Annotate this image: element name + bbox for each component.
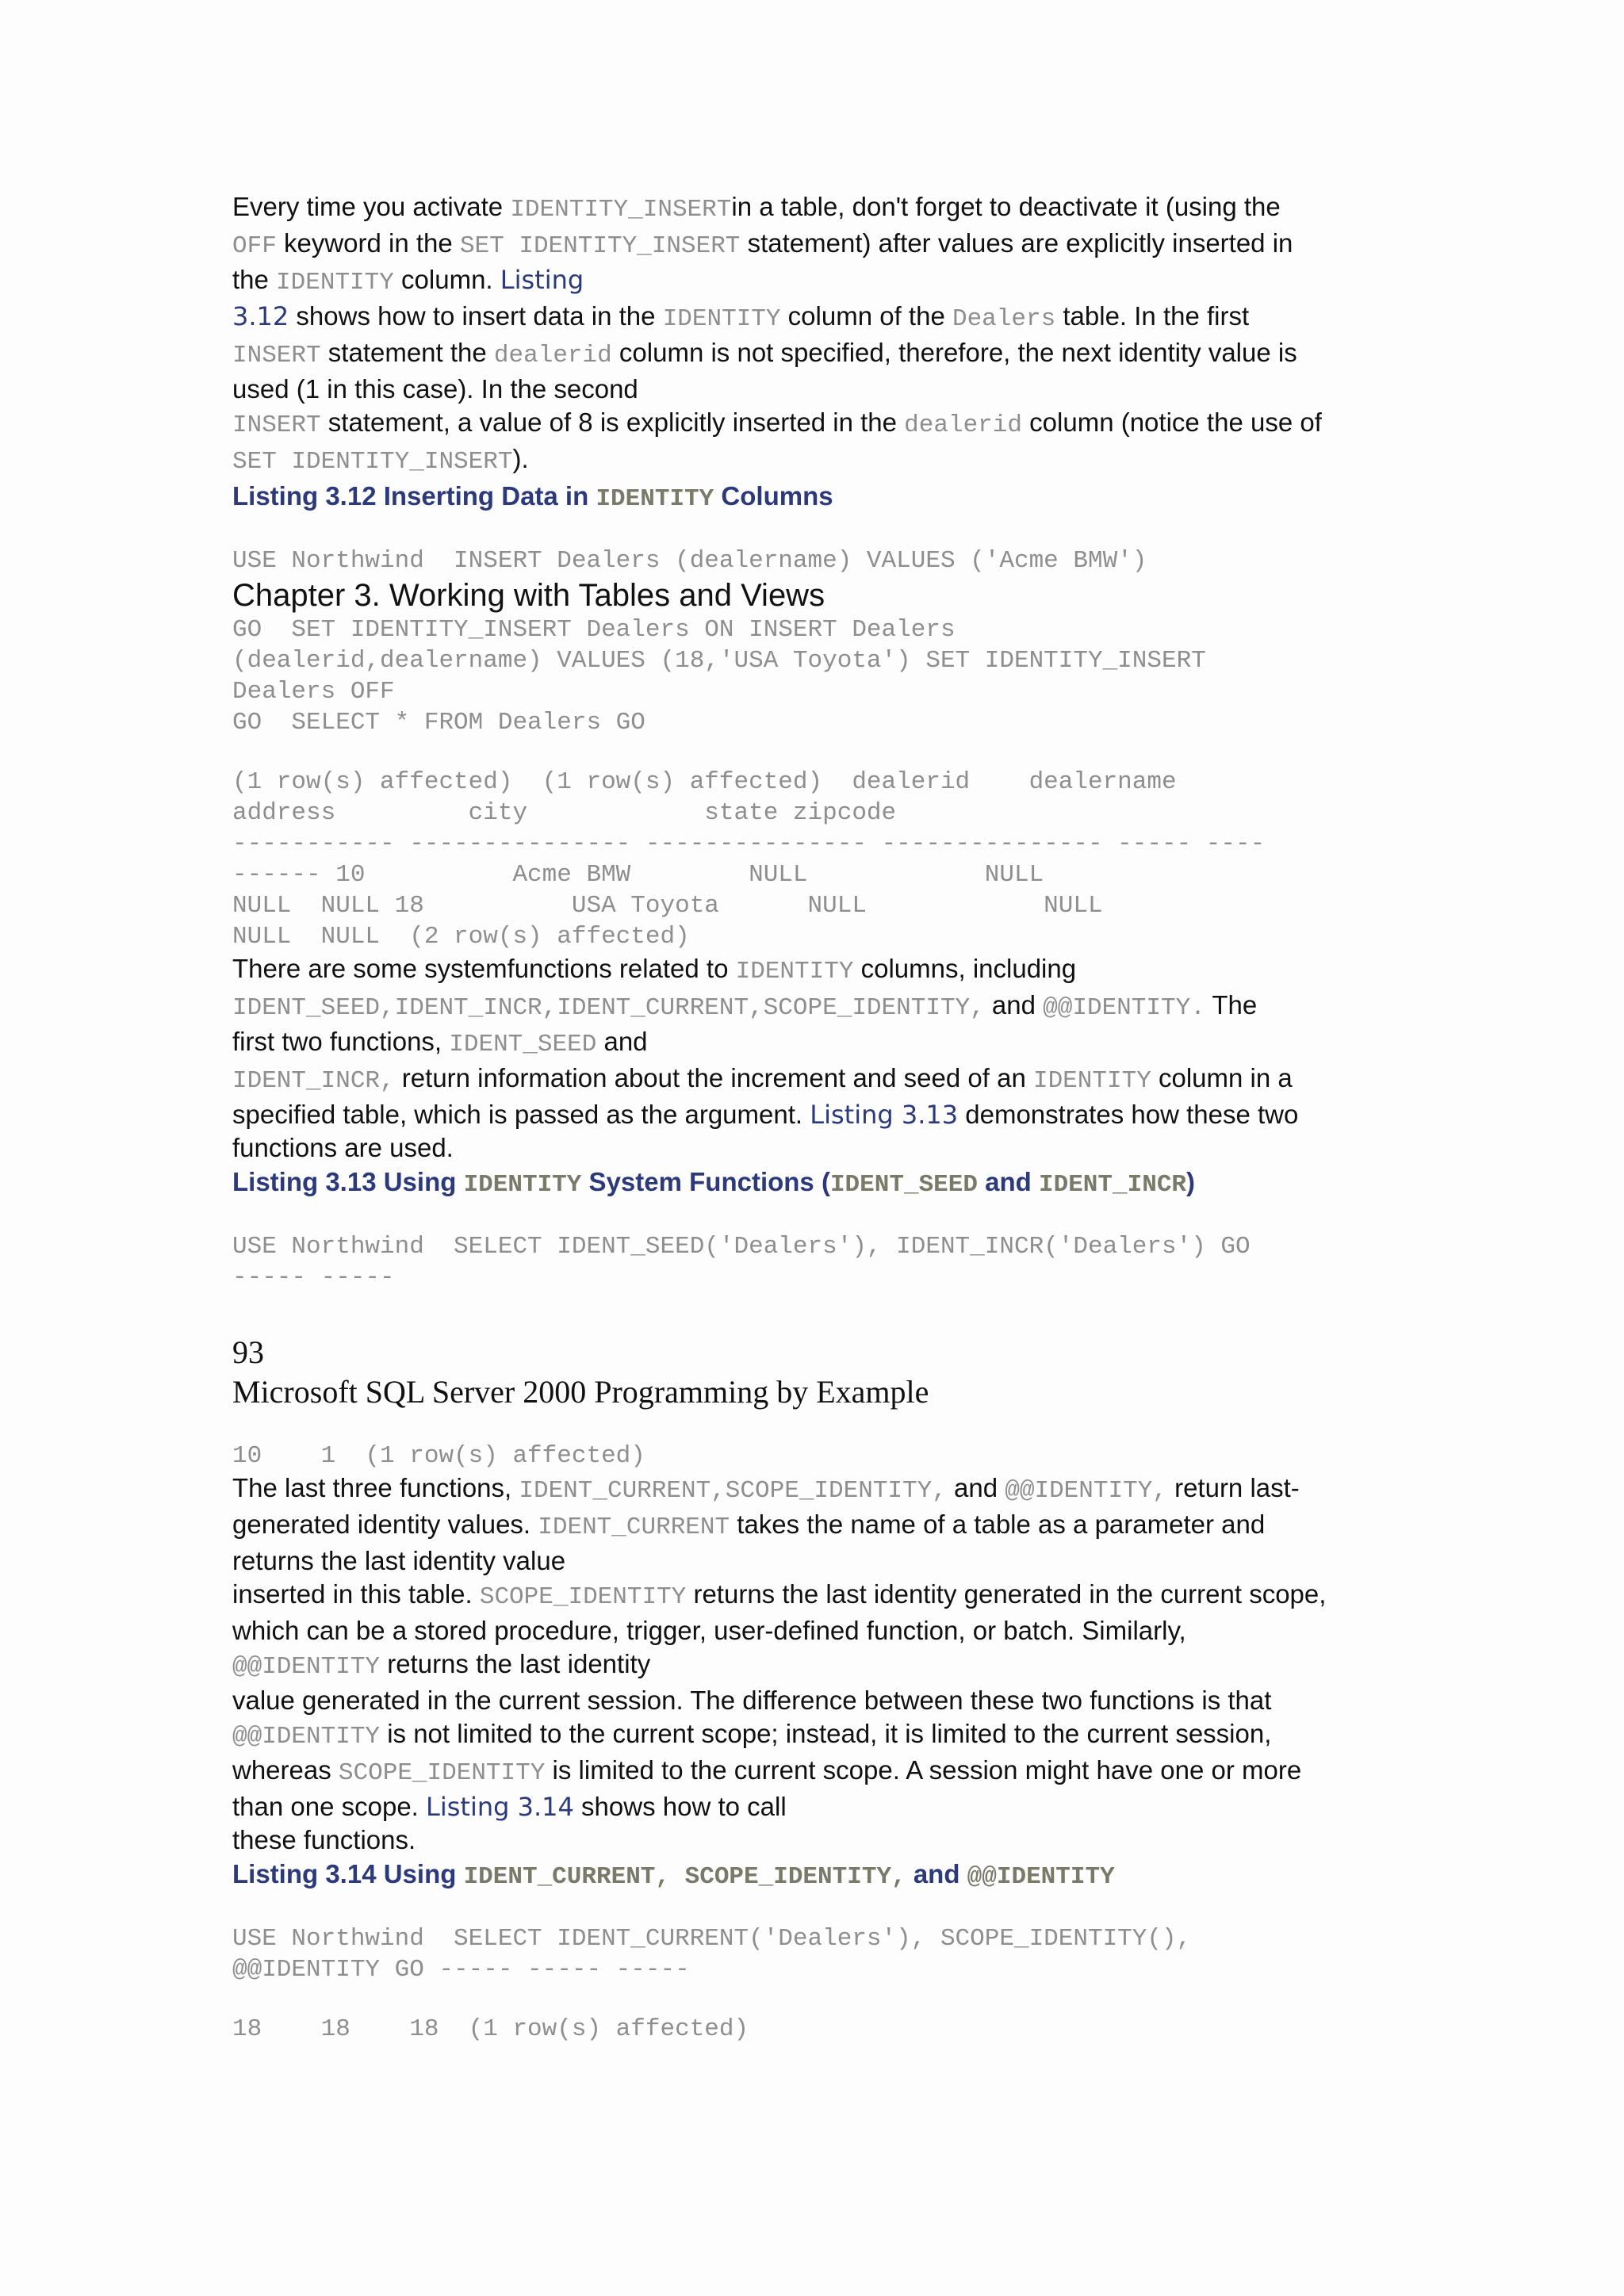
text: statement, a value of 8 is explicitly inserted in the [320,408,905,437]
text: Every time you activate [232,192,511,221]
inline-code: OFF [232,232,277,260]
text: the [232,265,277,294]
text: keyword in the [276,228,460,258]
text: table. In the first [1055,301,1250,331]
text: returns the last identity value [232,1546,566,1575]
intro-paragraph [232,190,1390,479]
text: which can be a stored procedure, trigger, user-defined function, or batch. Similarly, [232,1616,1186,1645]
inline-code: IDENT_CURRENT,SCOPE_IDENTITY, [519,1477,947,1505]
text: value generated in the current session. The difference between these two functions is that [232,1686,1272,1715]
text: The [1205,990,1258,1020]
document-page [232,190,1390,2045]
text: is not limited to the current scope; instead, it is limited to the current session, [380,1719,1272,1748]
inline-code: INSERT [232,342,321,369]
text: shows how to insert data in the [289,301,663,331]
caption-text: and [977,1167,1039,1196]
caption-text: Listing 3.14 Using [232,1859,464,1888]
text: first two functions, [232,1027,450,1056]
caption-text: ) [1186,1167,1196,1196]
caption-code: IDENT_CURRENT, SCOPE_IDENTITY, [463,1863,906,1891]
inline-code: IDENT_SEED [449,1031,597,1058]
caption-code: IDENT_SEED [829,1171,978,1199]
text: demonstrates how these two [958,1100,1299,1129]
caption-code: @@IDENTITY [967,1863,1115,1891]
listing-3-13-caption [232,1165,1390,1203]
text: column (notice the use of [1022,408,1322,437]
caption-text: Listing 3.13 Using [232,1167,464,1196]
text: than one scope. [232,1792,427,1821]
listing-link[interactable]: Listing 3.13 [810,1100,959,1130]
text: and [946,1473,1005,1502]
inline-code: dealerid [493,342,612,369]
text: shows how to call [573,1792,787,1821]
inline-code: @@IDENTITY. [1043,994,1205,1022]
inline-code: SCOPE_IDENTITY [338,1759,546,1787]
listing-3-12-caption [232,479,1390,517]
text: takes the name of a table as a parameter and [730,1510,1266,1539]
query-result: 10 1 (1 row(s) affected) [232,1442,645,1470]
caption-text: System Functions ( [581,1167,830,1196]
inline-code: SET IDENTITY_INSERT [232,448,513,476]
text: column. [393,265,500,294]
caption-code: IDENTITY [463,1171,582,1199]
inline-code: @@IDENTITY, [1005,1477,1167,1505]
inline-code: SCOPE_IDENTITY [479,1583,687,1611]
text: is limited to the current scope. A session might have one or more [545,1755,1302,1785]
listing-link[interactable]: Listing [500,265,584,295]
listing-link[interactable]: 3.12 [232,301,289,331]
caption-text: Columns [714,481,833,511]
text: statement) after values are explicitly inserted in [740,228,1293,258]
caption-text: Listing 3.12 Inserting Data in [232,481,596,511]
page-number: 93 [232,1334,264,1370]
book-title: Microsoft SQL Server 2000 Programming by Example [232,1374,929,1410]
query-result: 18 18 18 (1 row(s) affected) [232,2015,749,2043]
code-block: GO SET IDENTITY_INSERT Dealers ON INSERT Dealers (dealerid,dealername) VALUES (18,'USA Toyota') SET IDENTITY_INSERT Dealers OFF GO SELECT * FROM Dealers GO [232,616,1206,737]
inline-code: IDENTITY [1032,1067,1151,1095]
inline-code: Dealers [952,305,1056,333]
text: specified table, which is passed as the argument. [232,1100,810,1129]
text: these functions. [232,1825,416,1854]
text: return last- [1166,1473,1300,1502]
text: returns the last identity [380,1649,651,1678]
text: The last three functions, [232,1473,519,1502]
text: column in a [1151,1063,1293,1093]
text: There are some systemfunctions related to [232,954,736,983]
inline-code: @@IDENTITY [232,1723,381,1751]
chapter-running-header: Chapter 3. Working with Tables and Views [232,578,825,613]
inline-code: IDENTITY_INSERT [510,196,732,224]
paragraph-system-functions [232,952,1390,1165]
inline-code: IDENTITY [276,269,394,297]
text: inserted in this table. [232,1579,480,1609]
listing-link[interactable]: Listing 3.14 [426,1792,574,1822]
paragraph-last-three-functions [232,1471,1390,1857]
code-block: USE Northwind INSERT Dealers (dealername) VALUES ('Acme BMW') [232,547,1147,575]
caption-code: IDENT_INCR [1039,1171,1187,1199]
inline-code: IDENTITY [735,958,854,985]
inline-code: IDENTITY [662,305,781,333]
inline-code: @@IDENTITY [232,1653,381,1681]
text: return information about the increment and seed of an [394,1063,1033,1093]
text: functions are used. [232,1133,454,1162]
text: and [596,1027,648,1056]
inline-code: SET IDENTITY_INSERT [459,232,741,260]
text: used (1 in this case). In the second [232,374,638,404]
caption-text: and [906,1859,967,1888]
inline-code: IDENT_INCR, [232,1067,395,1095]
text: columns, including [853,954,1077,983]
code-block: USE Northwind SELECT IDENT_SEED('Dealers'), IDENT_INCR('Dealers') GO ----- ----- [232,1233,1251,1292]
text: whereas [232,1755,339,1785]
text: returns the last identity generated in the current scope, [686,1579,1327,1609]
text: ). [512,444,529,473]
text: in a table, don't forget to deactivate it (using the [731,192,1281,221]
text: generated identity values. [232,1510,538,1539]
code-block: USE Northwind SELECT IDENT_CURRENT('Dealers'), SCOPE_IDENTITY(), @@IDENTITY GO ----- ----- ----- [232,1925,1192,1984]
inline-code: dealerid [904,411,1022,439]
inline-code: IDENT_CURRENT [538,1513,730,1541]
query-result: (1 row(s) affected) (1 row(s) affected) dealerid dealername address city state zipcode ----------- --------------- --------------- --------------- ----- ---- ------ 10 Acme BMW NULL NULL NULL NULL 18 USA Toyota NULL NULL NULL NULL (2 row(s) affected) [232,768,1266,951]
text: column of the [780,301,952,331]
text: statement the [320,338,494,367]
text: and [984,990,1044,1020]
inline-code: INSERT [232,411,321,439]
caption-code: IDENTITY [596,485,714,513]
text: column is not specified, therefore, the next identity value is [611,338,1297,367]
inline-code: IDENT_SEED,IDENT_INCR,IDENT_CURRENT,SCOPE_IDENTITY, [232,994,985,1022]
listing-3-14-caption [232,1857,1390,1895]
